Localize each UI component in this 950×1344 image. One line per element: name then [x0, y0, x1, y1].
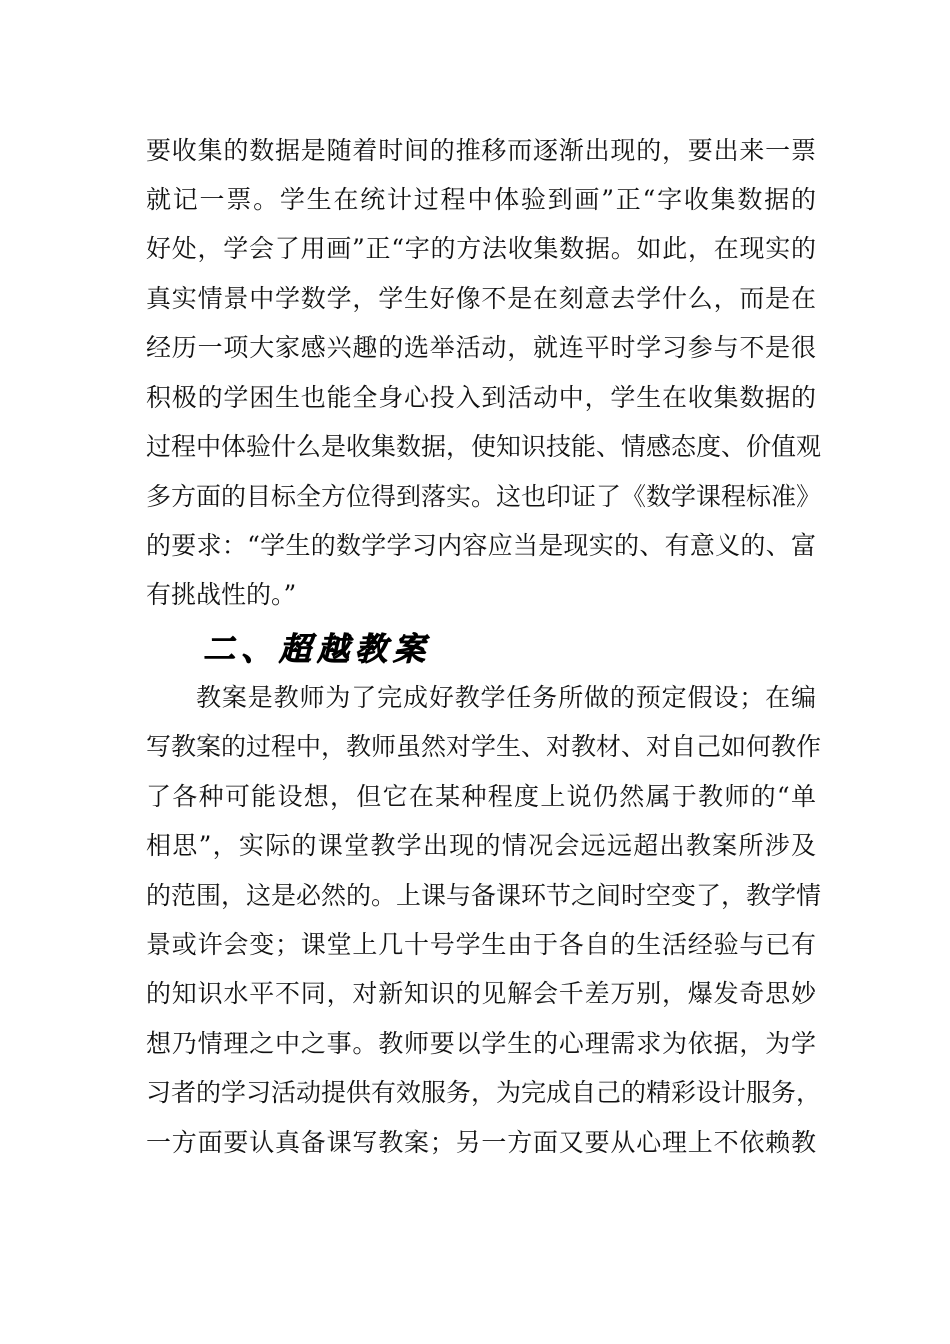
section-heading: 二、超越教案 — [203, 630, 432, 668]
text-line: 想乃情理之中之事。教师要以学生的心理需求为依据，为学 — [146, 1029, 816, 1058]
text-line: 教案是教师为了完成好教学任务所做的预定假设；在编 — [196, 683, 816, 712]
text-line: 一方面要认真备课写教案；另一方面又要从心理上不依赖教 — [146, 1128, 816, 1157]
text-line: 习者的学习活动提供有效服务，为完成自己的精彩设计服务， — [146, 1078, 822, 1107]
text-line: 多方面的目标全方位得到落实。这也印证了《数学课程标准》 — [146, 482, 822, 511]
text-line: 的范围，这是必然的。上课与备课环节之间时空变了，教学情 — [146, 881, 822, 910]
text-line: 过程中体验什么是收集数据，使知识技能、情感态度、价值观 — [146, 432, 822, 461]
text-line: 经历一项大家感兴趣的选举活动，就连平时学习参与不是很 — [146, 333, 816, 362]
text-line: 的要求：“学生的数学学习内容应当是现实的、有意义的、富 — [146, 531, 816, 560]
text-line: 好处，学会了用画”正“字的方法收集数据。如此，在现实的 — [146, 234, 816, 263]
text-line: 相思”，实际的课堂教学出现的情况会远远超出教案所涉及 — [146, 831, 816, 860]
text-line: 有挑战性的。” — [146, 580, 297, 609]
text-line: 了各种可能设想，但它在某种程度上说仍然属于教师的“单 — [146, 782, 816, 811]
text-line: 写教案的过程中，教师虽然对学生、对教材、对自己如何教作 — [146, 732, 822, 761]
text-line: 景或许会变；课堂上几十号学生由于各自的生活经验与已有 — [146, 930, 816, 959]
text-line: 的知识水平不同，对新知识的见解会千差万别，爆发奇思妙 — [146, 979, 816, 1008]
text-line: 要收集的数据是随着时间的推移而逐渐出现的，要出来一票 — [146, 136, 816, 165]
text-line: 积极的学困生也能全身心投入到活动中，学生在收集数据的 — [146, 383, 816, 412]
text-line: 真实情景中学数学，学生好像不是在刻意去学什么，而是在 — [146, 284, 816, 313]
text-line: 就记一票。学生在统计过程中体验到画”正“字收集数据的 — [146, 185, 816, 214]
